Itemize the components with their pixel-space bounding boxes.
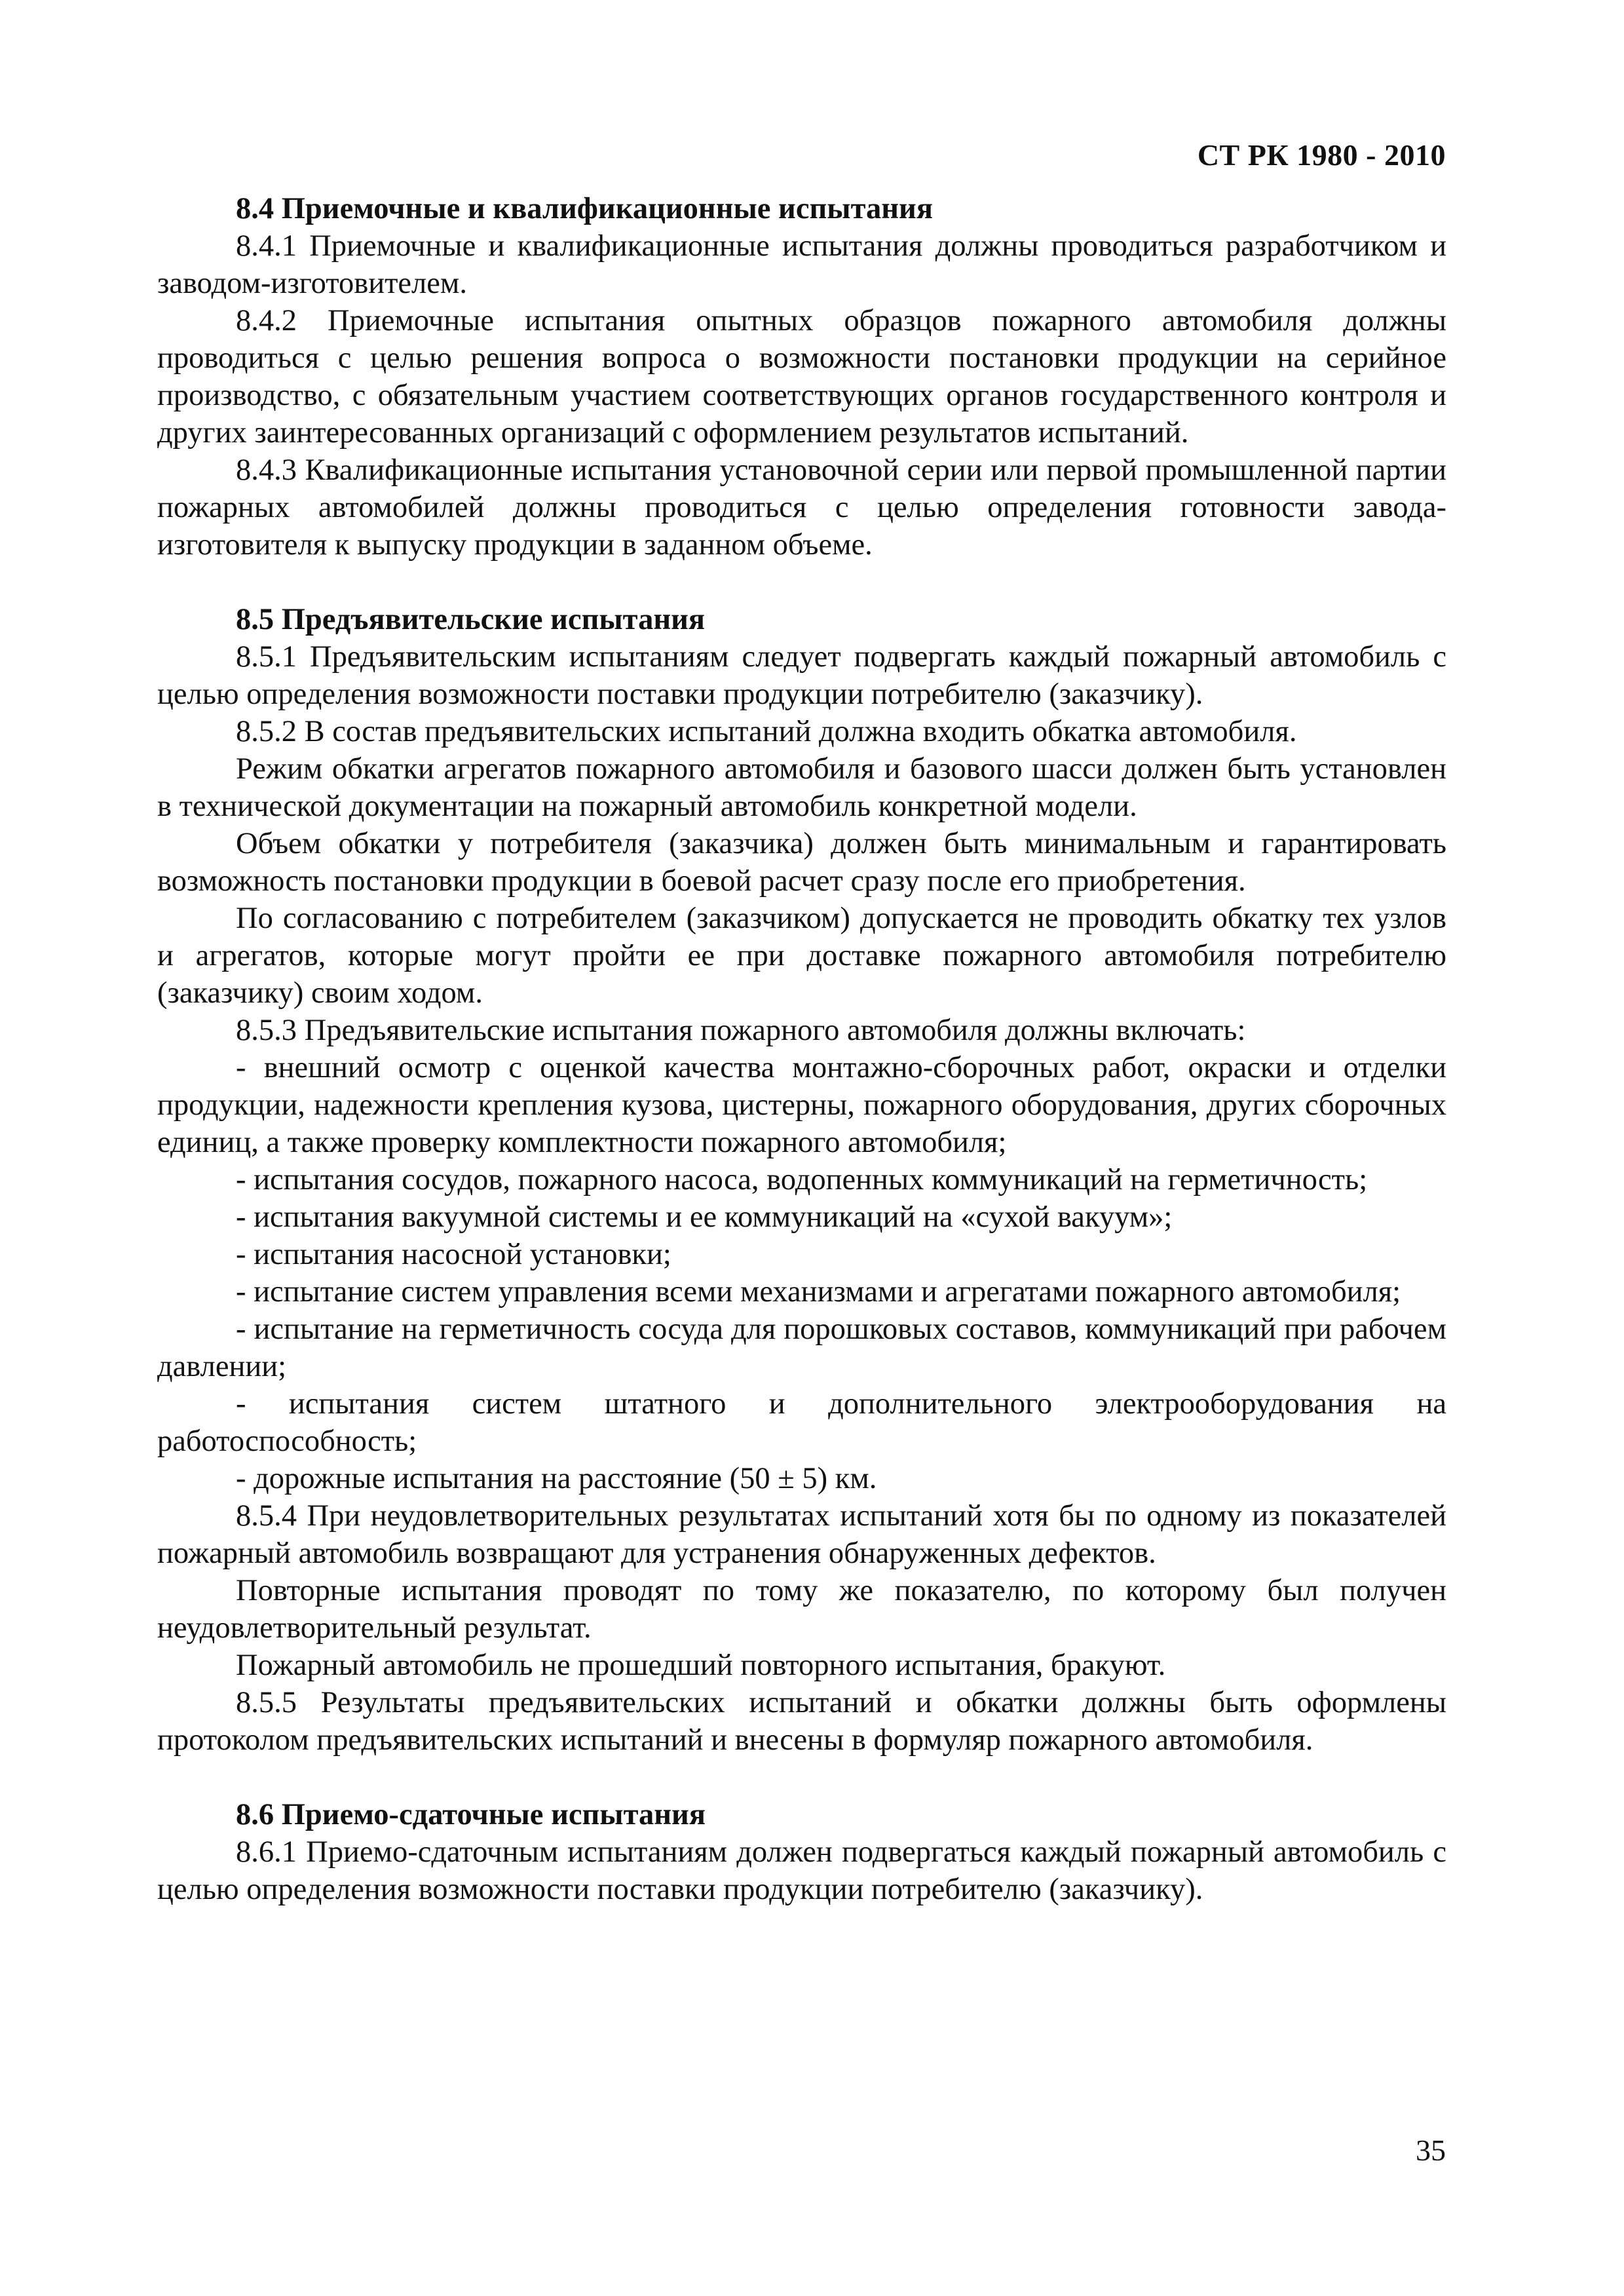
paragraph: Режим обкатки агрегатов пожарного автомобиля и базового шасси должен быть установлен в технической документации на пожарный автомобиль конкретной модели. bbox=[157, 752, 1446, 823]
paragraph: Повторные испытания проводят по тому же показателю, по которому был получен неудовлетворительный результат. bbox=[157, 1574, 1446, 1645]
paragraph: 8.5.3 Предъявительские испытания пожарного автомобиля должны включать: bbox=[236, 1014, 1246, 1047]
list-item: - испытания сосудов, пожарного насоса, водопенных коммуникаций на герметичность; bbox=[236, 1163, 1368, 1196]
paragraph: 8.6.1 Приемо-сдаточным испытаниям должен подвергаться каждый пожарный автомобиль с целью определения возможности поставки продукции потребителю (заказчику). bbox=[157, 1835, 1446, 1906]
list-item: - испытание на герметичность сосуда для порошковых составов, коммуникаций при рабочем давлении; bbox=[157, 1312, 1446, 1383]
paragraph: 8.4.2 Приемочные испытания опытных образцов пожарного автомобиля должны проводиться с целью решения вопроса о возможности постановки продукции на серийное производство, с обязательным участием соответствующих органов государственного контроля и других заинтересованных организаций с оформлением результатов испытаний. bbox=[157, 304, 1446, 450]
paragraph: 8.5.4 При неудовлетворительных результатах испытаний хотя бы по одному из показателей пожарный автомобиль возвращают для устранения обнаруженных дефектов. bbox=[157, 1499, 1446, 1570]
paragraph: По согласованию с потребителем (заказчиком) допускается не проводить обкатку тех узлов и агрегатов, которые могут пройти ее при доставке пожарного автомобиля потребителю (заказчику) своим ходом. bbox=[157, 902, 1446, 1010]
paragraph: 8.5.5 Результаты предъявительских испытаний и обкатки должны быть оформлены протоколом предъявительских испытаний и внесены в формуляр пожарного автомобиля. bbox=[157, 1686, 1446, 1757]
paragraph: Объем обкатки у потребителя (заказчика) должен быть минимальным и гарантировать возможность постановки продукции в боевой расчет сразу после его приобретения. bbox=[157, 827, 1446, 898]
page-number: 35 bbox=[1416, 2133, 1446, 2167]
list-item: - испытания насосной установки; bbox=[236, 1238, 671, 1271]
paragraph: 8.5.1 Предъявительским испытаниям следует подвергать каждый пожарный автомобиль с целью определения возможности поставки продукции потребителю (заказчику). bbox=[157, 640, 1446, 711]
section-heading: 8.4 Приемочные и квалификационные испытания bbox=[236, 192, 933, 225]
paragraph: 8.5.2 В состав предъявительских испытаний должна входить обкатка автомобиля. bbox=[236, 715, 1297, 748]
list-item: - испытания вакуумной системы и ее коммуникаций на «сухой вакуум»; bbox=[236, 1200, 1173, 1234]
document-body bbox=[157, 190, 1446, 1908]
section-heading: 8.6 Приемо-сдаточные испытания bbox=[236, 1798, 706, 1831]
list-item: - дорожные испытания на расстояние (50 ± 5) км. bbox=[236, 1462, 877, 1495]
list-item: - испытание систем управления всеми механизмами и агрегатами пожарного автомобиля; bbox=[236, 1275, 1401, 1309]
document-header: СТ РК 1980 - 2010 bbox=[1197, 138, 1446, 172]
section-heading: 8.5 Предъявительские испытания bbox=[236, 603, 706, 636]
list-item: - внешний осмотр с оценкой качества монтажно-сборочных работ, окраски и отделки продукции, надежности крепления кузова, цистерны, пожарного оборудования, других сборочных единиц, а также проверку комплектности пожарного автомобиля; bbox=[157, 1051, 1446, 1159]
paragraph: 8.4.1 Приемочные и квалификационные испытания должны проводиться разработчиком и заводом-изготовителем. bbox=[157, 229, 1446, 300]
paragraph: 8.4.3 Квалификационные испытания установочной серии или первой промышленной партии пожарных автомобилей должны проводиться с целью определения готовности завода-изготовителя к выпуску продукции в заданном объеме. bbox=[157, 453, 1446, 562]
list-item: - испытания систем штатного и дополнительного электрооборудования на работоспособность; bbox=[157, 1387, 1446, 1458]
paragraph: Пожарный автомобиль не прошедший повторного испытания, бракуют. bbox=[236, 1649, 1166, 1682]
